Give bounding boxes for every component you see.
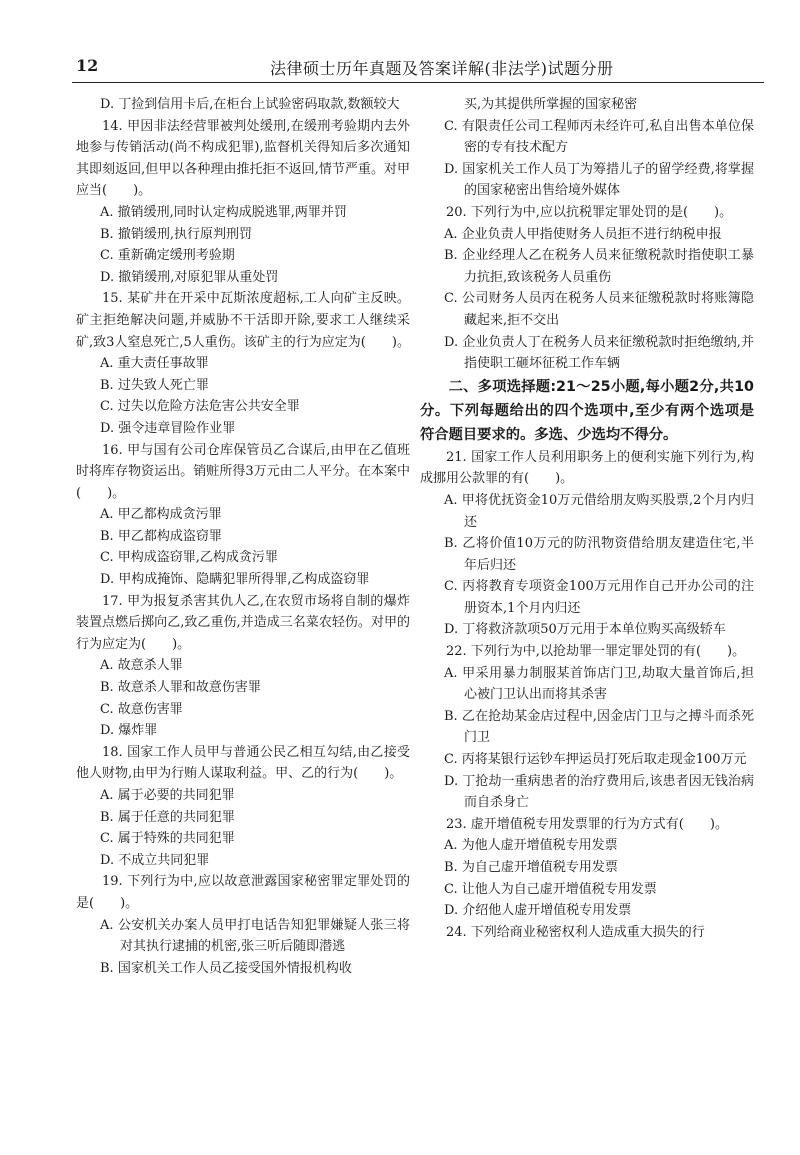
- question-20-option-a: A. 企业负责人甲指使财务人员拒不进行纳税申报: [444, 226, 722, 242]
- question-22-option-a: A. 甲采用暴力制服某首饰店门卫,劫取大量首饰后,担心被门卫认出而将其杀害: [444, 665, 754, 703]
- question-17-option-b: B. 故意杀人罪和故意伤害罪: [100, 680, 261, 696]
- question-18-stem: 18. 国家工作人员甲与普通公民乙相互勾结,由乙接受他人财物,由甲为行贿人谋取利益。甲、乙的行为( )。: [76, 744, 410, 782]
- question-17-option-a: A. 故意杀人罪: [100, 658, 183, 674]
- question-21-option-a: A. 甲将优抚资金10万元借给朋友购买股票,2个月内归还: [444, 492, 754, 530]
- question-22-stem: 22. 下列行为中,以抢劫罪一罪定罪处罚的有( )。: [446, 644, 746, 660]
- question-14-stem: 14. 甲因非法经营罪被判处缓刑,在缓刑考验期内去外地参与传销活动(尚不构成犯罪),监督机关得知后多次通知其即刻返回,但甲以各种理由推托拒不返回,情节严重。对甲应当( )。: [76, 118, 410, 199]
- question-23-option-c: C. 让他人为自己虚开增值税专用发票: [444, 881, 657, 897]
- question-19-option-d: D. 国家机关工作人员丁为筹措儿子的留学经费,将掌握的国家秘密出售给境外媒体: [444, 161, 754, 199]
- question-20-option-b: B. 企业经理人乙在税务人员来征缴税款时指使职工暴力抗拒,致该税务人员重伤: [444, 248, 754, 285]
- question-16-option-c: C. 甲构成盗窃罪,乙构成贪污罪: [100, 550, 278, 566]
- question-23-option-a: A. 为他人虚开增值税专用发票: [444, 838, 618, 854]
- question-14-option-b: B. 撤销缓刑,执行原判刑罚: [100, 226, 252, 242]
- question-19-option-b-continued: 买,为其提供所掌握的国家秘密: [464, 97, 638, 112]
- left-column: [76, 94, 410, 979]
- question-15-option-c: C. 过失以危险方法危害公共安全罪: [100, 399, 300, 415]
- question-24-stem: 24. 下列给商业秘密权利人造成重大损失的行: [446, 924, 705, 940]
- question-15-option-b: B. 过失致人死亡罪: [100, 377, 209, 393]
- question-16-stem: 16. 甲与国有公司仓库保管员乙合谋后,由甲在乙值班时将库存物资运出。销赃所得3万元由二人平分。在本案中( )。: [76, 442, 410, 501]
- question-20-option-c: C. 公司财务人员丙在税务人员来征缴税款时将账簿隐藏起来,拒不交出: [444, 291, 754, 328]
- question-19-option-c: C. 有限责任公司工程师丙未经许可,私自出售本单位保密的专有技术配方: [444, 118, 754, 156]
- question-14-option-a: A. 撤销缓刑,同时认定构成脱逃罪,两罪并罚: [100, 204, 347, 220]
- question-18-option-b: B. 属于任意的共同犯罪: [100, 809, 235, 825]
- question-20-stem: 20. 下列行为中,应以抗税罪定罪处罚的是( )。: [446, 204, 733, 220]
- section-heading-multiple-choice: 二、多项选择题:21～25小题,每小题2分,共10分。下列每题给出的四个选项中,至少有两个选项是符合题目要求的。多选、少选均不得分。: [420, 378, 754, 443]
- question-22-option-d: D. 丁抢劫一重病患者的治疗费用后,该患者因无钱治病而自杀身亡: [444, 773, 754, 811]
- question-19-option-b: B. 国家机关工作人员乙接受国外情报机构收: [100, 960, 352, 976]
- question-17-option-c: C. 故意伤害罪: [100, 701, 183, 717]
- header-rule: [72, 82, 764, 83]
- question-21-option-c: C. 丙将教育专项资金100万元用作自己开办公司的注册资本,1个月内归还: [444, 579, 754, 616]
- right-column: [420, 94, 754, 943]
- question-20-option-d: D. 企业负责人丁在税务人员来征缴税款时拒绝缴纳,并指使职工砸坏征税工作车辆: [444, 334, 754, 372]
- question-23-stem: 23. 虚开增值税专用发票罪的行为方式有( )。: [446, 816, 728, 832]
- question-15-option-a: A. 重大责任事故罪: [100, 356, 209, 372]
- question-16-option-a: A. 甲乙都构成贪污罪: [100, 507, 222, 523]
- question-23-option-b: B. 为自己虚开增值税专用发票: [444, 860, 618, 875]
- question-22-option-c: C. 丙将某银行运钞车押运员打死后取走现金100万元: [444, 752, 747, 768]
- question-15-option-d: D. 强令违章冒险作业罪: [100, 420, 236, 436]
- question-18-option-c: C. 属于特殊的共同犯罪: [100, 831, 235, 847]
- question-17-option-d: D. 爆炸罪: [100, 723, 158, 739]
- question-21-option-b: B. 乙将价值10万元的防汛物资借给朋友建造住宅,半年后归还: [444, 536, 754, 573]
- question-23-option-d: D. 介绍他人虚开增值税专用发票: [444, 903, 632, 919]
- question-18-option-d: D. 不成立共同犯罪: [100, 852, 210, 868]
- option-d-prev: D. 丁捡到信用卡后,在柜台上试验密码取款,数额较大: [100, 97, 400, 112]
- question-17-stem: 17. 甲为报复杀害其仇人乙,在农贸市场将自制的爆炸装置点燃后掷向乙,致乙重伤,并造成三名菜农轻伤。对甲的行为应定为( )。: [76, 593, 410, 652]
- question-19-stem: 19. 下列行为中,应以故意泄露国家秘密罪定罪处罚的是( )。: [76, 874, 410, 911]
- question-21-stem: 21. 国家工作人员利用职务上的便利实施下列行为,构成挪用公款罪的有( )。: [420, 449, 754, 487]
- question-16-option-b: B. 甲乙都构成盗窃罪: [100, 528, 222, 544]
- question-14-option-d: D. 撤销缓刑,对原犯罪从重处罚: [100, 269, 279, 285]
- question-18-option-a: A. 属于必要的共同犯罪: [100, 788, 235, 803]
- question-16-option-d: D. 甲构成掩饰、隐瞒犯罪所得罪,乙构成盗窃罪: [100, 572, 370, 588]
- question-14-option-c: C. 重新确定缓刑考验期: [100, 248, 235, 264]
- question-22-option-b: B. 乙在抢劫某金店过程中,因金店门卫与之搏斗而杀死门卫: [444, 708, 754, 746]
- page-number: 12: [76, 56, 99, 75]
- question-19-option-a: A. 公安机关办案人员甲打电话告知犯罪嫌疑人张三将对其执行逮捕的机密,张三听后随即潜逃: [100, 917, 410, 955]
- question-15-stem: 15. 某矿井在开采中瓦斯浓度超标,工人向矿主反映。矿主拒绝解决问题,并威胁不干活即开除,要求工人继续采矿,致3人窒息死亡,5人重伤。该矿主的行为应定为( )。: [76, 291, 410, 350]
- question-21-option-d: D. 丁将救济款项50万元用于本单位购买高级轿车: [444, 622, 726, 638]
- running-title: 法律硕士历年真题及答案详解(非法学)试题分册: [270, 59, 614, 78]
